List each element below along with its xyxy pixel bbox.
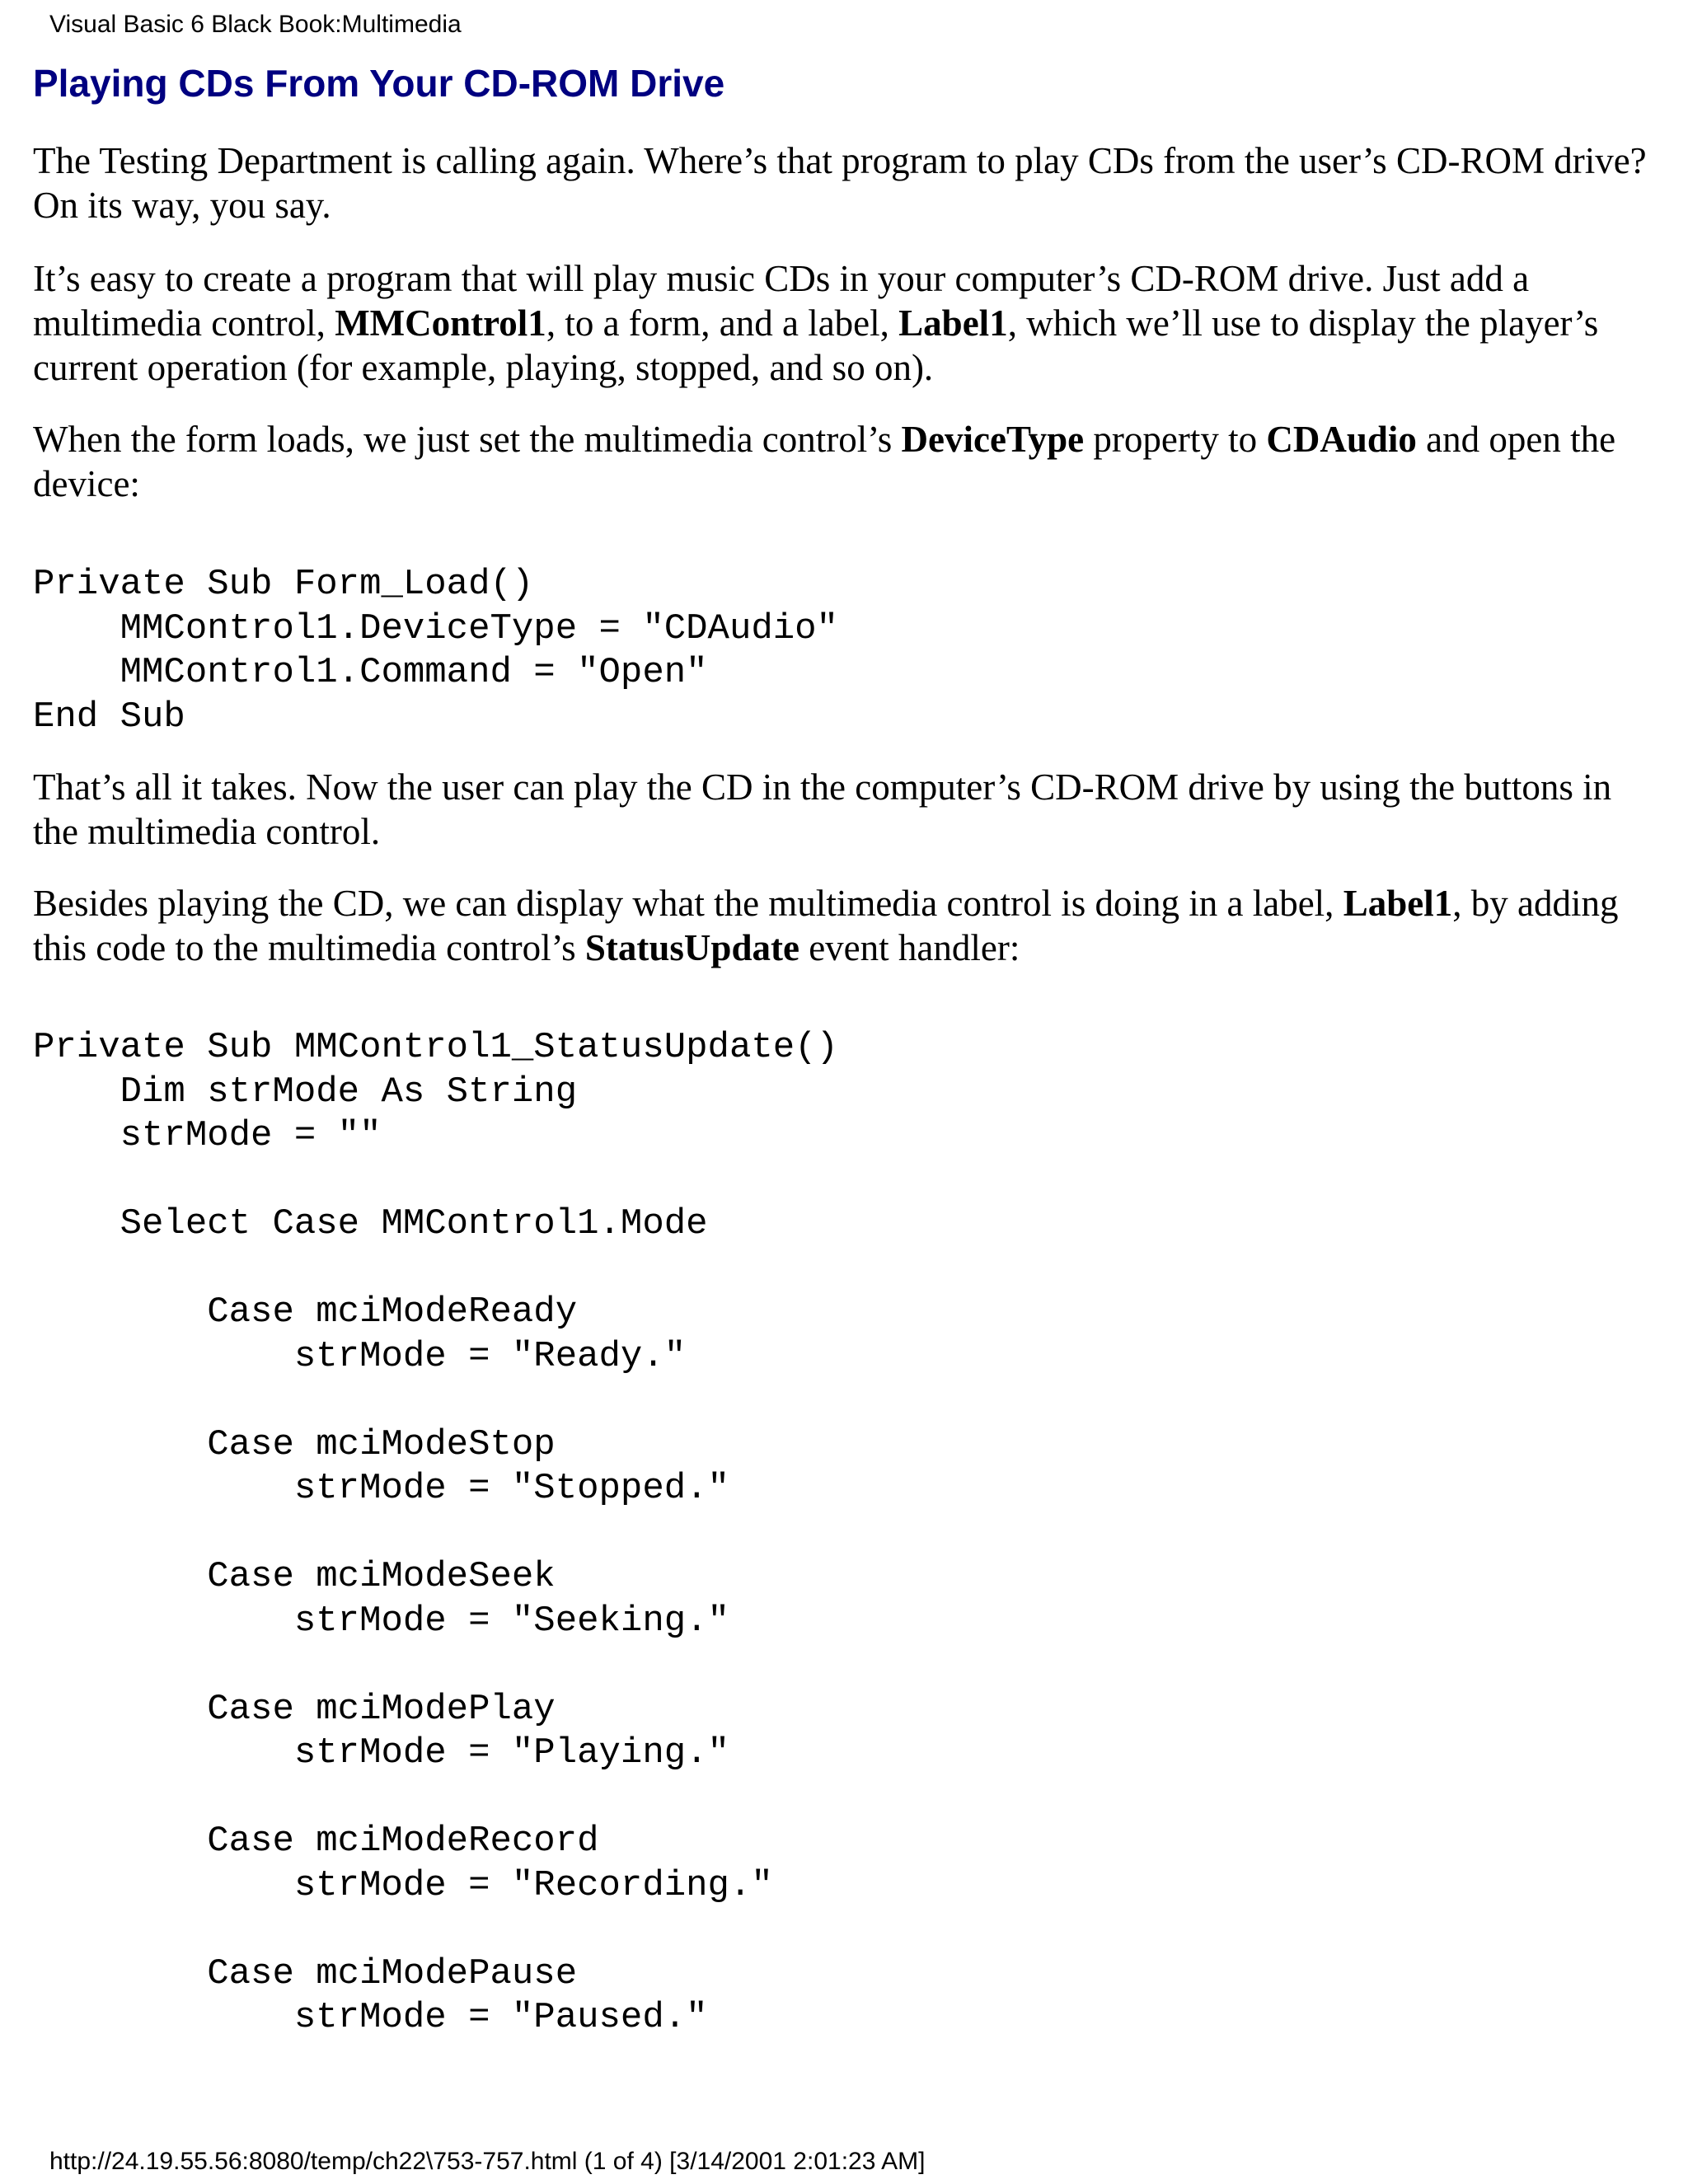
paragraph-intro [33,138,1665,227]
code-line: strMode = "Seeking." [33,1600,729,1642]
paragraph-form-load-text-3: and open the device: [33,419,1616,504]
paragraph-all-it-takes-text: That’s all it takes. Now the user can play the CD in the computer’s CD-ROM drive by using the buttons in the multimedia control. [33,766,1612,852]
cdaudio-term: CDAudio [1266,419,1417,460]
code-line: Case mciModeReady [33,1291,578,1333]
code-line: Select Case MMControl1.Mode [33,1203,708,1244]
paragraph-setup-text-1: It’s easy to create a program that will play music CDs in your computer’s CD-ROM drive. Just add a multimedia control, [33,258,1530,344]
code-line: Case mciModePause [33,1952,578,1994]
code-line: MMControl1.Command = "Open" [33,652,708,693]
page-title: Playing CDs From Your CD-ROM Drive [33,62,725,105]
code-line: strMode = "Recording." [33,1864,773,1906]
code-line [33,1247,838,1291]
code-line: strMode = "Ready." [33,1335,687,1377]
code-line: strMode = "Playing." [33,1732,729,1774]
code-line [33,1908,838,1952]
code-line: Dim strMode As String [33,1071,578,1113]
paragraph-setup [33,256,1665,390]
paragraph-status-update-text-2: , by adding this code to the multimedia control’s [33,883,1619,968]
code-line [33,1511,838,1556]
mmcontrol-term: MMControl1 [335,302,546,344]
code-line [33,1776,838,1821]
code-line: Private Sub MMControl1_StatusUpdate() [33,1027,838,1068]
code-line: Case mciModeRecord [33,1821,599,1862]
code-line: strMode = "Paused." [33,1997,708,2038]
label1-term: Label1 [898,302,1008,344]
code-line: Case mciModeSeek [33,1556,556,1597]
paragraph-status-update [33,881,1665,970]
code-line [33,1159,838,1203]
paragraph-form-load-text-2: property to [1084,419,1267,460]
paragraph-status-update-text-1: Besides playing the CD, we can display what the multimedia control is doing in a label, [33,883,1343,924]
code-line: Case mciModeStop [33,1423,556,1465]
page-footer: http://24.19.55.56:8080/temp/ch22\753-757.html (1 of 4) [3/14/2001 2:01:23 AM] [49,2148,926,2175]
paragraph-setup-text-2: , to a form, and a label, [546,302,899,344]
paragraph-setup-text-3: , which we’ll use to display the player’s current operation (for example, playing, stopped, and so on). [33,302,1599,388]
paragraph-intro-text: The Testing Department is calling again. Where’s that program to play CDs from the user’s CD-ROM drive? On its way, you say. [33,140,1647,226]
code-block-form-load [33,563,838,739]
code-line: Private Sub Form_Load() [33,564,534,605]
paragraph-status-update-text-3: event handler: [799,927,1020,968]
code-line: strMode = "" [33,1115,382,1156]
code-line: MMControl1.DeviceType = "CDAudio" [33,607,838,649]
page-header: Visual Basic 6 Black Book:Multimedia [49,11,462,38]
devicetype-term: DeviceType [901,419,1085,460]
code-line [33,1643,838,1688]
paragraph-all-it-takes [33,765,1665,854]
paragraph-form-load [33,417,1665,506]
label1-term-2: Label1 [1343,883,1453,924]
paragraph-form-load-text-1: When the form loads, we just set the multimedia control’s [33,419,902,460]
code-line: strMode = "Stopped." [33,1468,729,1509]
code-line [33,1379,838,1423]
code-line: Case mciModePlay [33,1688,556,1730]
code-block-status-update [33,1026,838,2041]
statusupdate-term: StatusUpdate [584,927,799,968]
code-line: End Sub [33,696,185,738]
